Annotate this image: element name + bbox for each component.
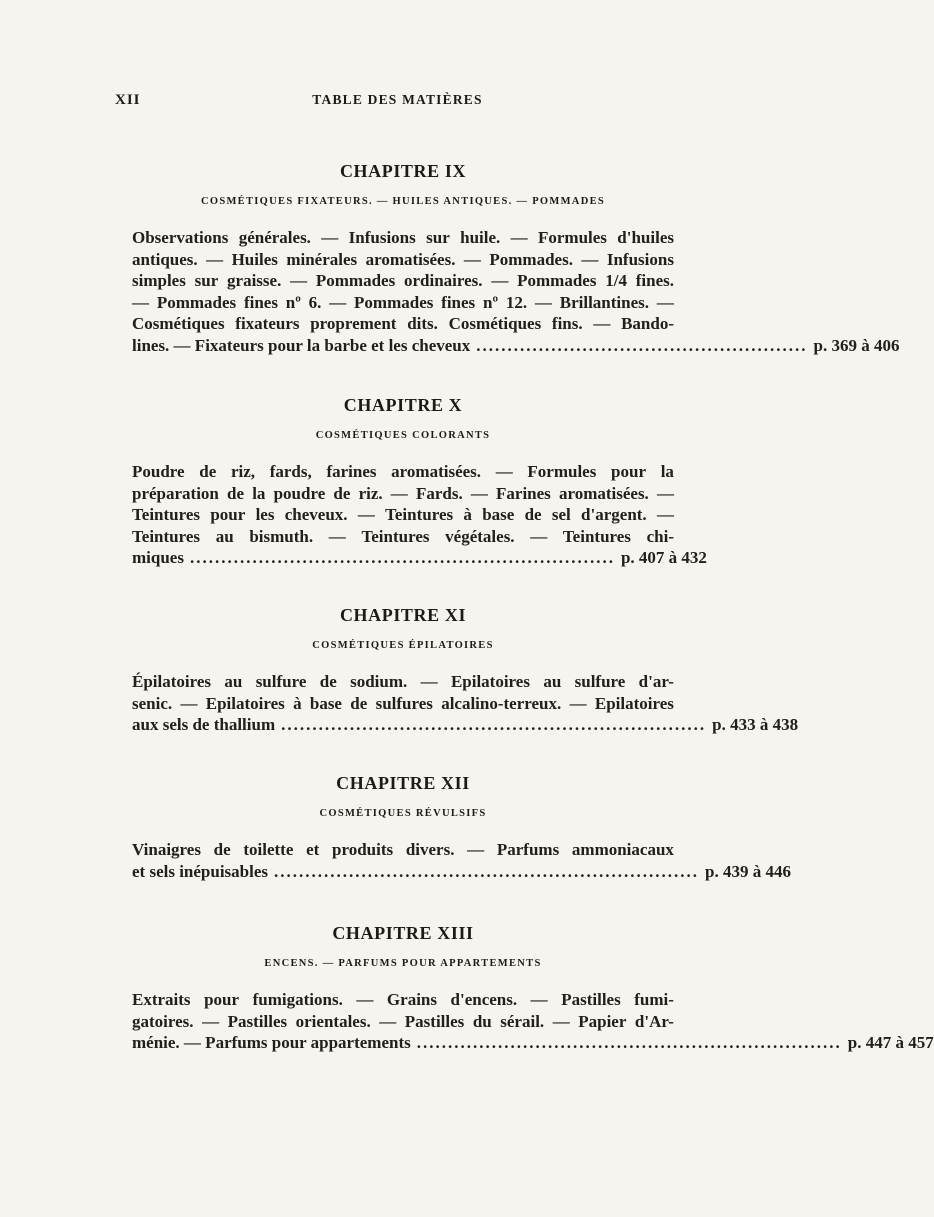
chapter-title: CHAPITRE XIII (332, 923, 474, 943)
contents-line: simples sur graisse. — Pommades ordinaires. — Pommades 1/4 fines. (132, 271, 674, 290)
chapter-title: CHAPITRE X (343, 395, 463, 415)
chapter-contents (132, 227, 900, 356)
chapter-subtitle: COSMÉTIQUES COLORANTS (315, 430, 491, 441)
contents-line: Épilatoires au sulfure de sodium. — Epilatoires au sulfure d'ar- (132, 672, 674, 691)
contents-line: Observations générales. — Infusions sur huile. — Formules d'huiles (132, 228, 674, 247)
contents-line-text: aux sels de thallium (132, 715, 276, 734)
chapter-subtitle: COSMÉTIQUES RÉVULSIFS (319, 808, 487, 819)
contents-last-line (132, 1032, 934, 1054)
page-range: p. 369 à 406 (813, 335, 900, 355)
chapter-subtitle: ENCENS. — PARFUMS POUR APPARTEMENTS (264, 958, 542, 969)
contents-line: antiques. — Huiles minérales aromatisées. — Pommades. — Infusions (132, 249, 674, 269)
page-range: p. 447 à 457 (847, 1033, 934, 1052)
chapter-contents (132, 989, 934, 1054)
contents-last-line (132, 861, 791, 883)
page-range: p. 407 à 432 (620, 548, 707, 567)
contents-line: Extraits pour fumigations. — Grains d'encens. — Pastilles fumi- (132, 990, 674, 1009)
chapter-contents (132, 671, 799, 736)
page-range: p. 433 à 438 (712, 715, 799, 734)
contents-line: Cosmétiques fixateurs proprement dits. Cosmétiques fins. — Bando- (132, 314, 674, 333)
contents-last-line (132, 547, 707, 569)
chapter-contents (132, 461, 707, 569)
chapter-subtitle: COSMÉTIQUES FIXATEURS. — HUILES ANTIQUES. — POMMADES (200, 196, 606, 207)
contents-line: Teintures au bismuth. — Teintures végétales. — Teintures chi- (132, 526, 674, 546)
contents-line: Vinaigres de toilette et produits divers. — Parfums ammoniacaux (132, 840, 674, 859)
dot-leaders: .................................................................... (416, 1033, 842, 1052)
contents-last-line (132, 335, 900, 357)
page-header (115, 92, 680, 112)
contents-last-line (132, 714, 799, 736)
contents-line-text: et sels inépuisables (132, 861, 269, 881)
chapter-subtitle: COSMÉTIQUES ÉPILATOIRES (312, 640, 494, 651)
contents-line: — Pommades fines nº 6. — Pommades fines nº 12. — Brillantines. — (132, 292, 674, 312)
contents-line: préparation de la poudre de riz. — Fards. — Farines aromatisées. — (132, 483, 674, 503)
chapter-xii (132, 772, 791, 882)
running-title: TABLE DES MATIÈRES (312, 92, 483, 107)
chapter-title: CHAPITRE IX (339, 161, 467, 181)
contents-line: Poudre de riz, fards, farines aromatisées. — Formules pour la (132, 462, 674, 481)
chapter-xiii (132, 922, 934, 1054)
contents-line-text: miques (132, 548, 184, 567)
page-number: XII (115, 92, 141, 108)
contents-line: gatoires. — Pastilles orientales. — Pastilles du sérail. — Papier d'Ar- (132, 1011, 674, 1031)
contents-line: senic. — Epilatoires à base de sulfures alcalino-terreux. — Epilatoires (132, 693, 674, 713)
contents-line-text: lines. — Fixateurs pour la barbe et les cheveux (132, 335, 471, 355)
chapter-contents (132, 839, 791, 882)
page-range: p. 439 à 446 (705, 861, 791, 881)
chapter-title: CHAPITRE XII (336, 773, 470, 793)
dot-leaders: ..................................................... (476, 335, 808, 355)
chapter-xi (132, 604, 799, 736)
dot-leaders: .................................................................... (189, 548, 615, 567)
dot-leaders: .................................................................... (281, 715, 707, 734)
chapter-x (132, 394, 707, 569)
contents-line-text: ménie. — Parfums pour appartements (132, 1033, 411, 1052)
chapter-ix (132, 160, 900, 356)
contents-line: Teintures pour les cheveux. — Teintures à base de sel d'argent. — (132, 505, 674, 524)
dot-leaders: .................................................................... (274, 861, 700, 881)
chapter-title: CHAPITRE XI (339, 605, 467, 625)
